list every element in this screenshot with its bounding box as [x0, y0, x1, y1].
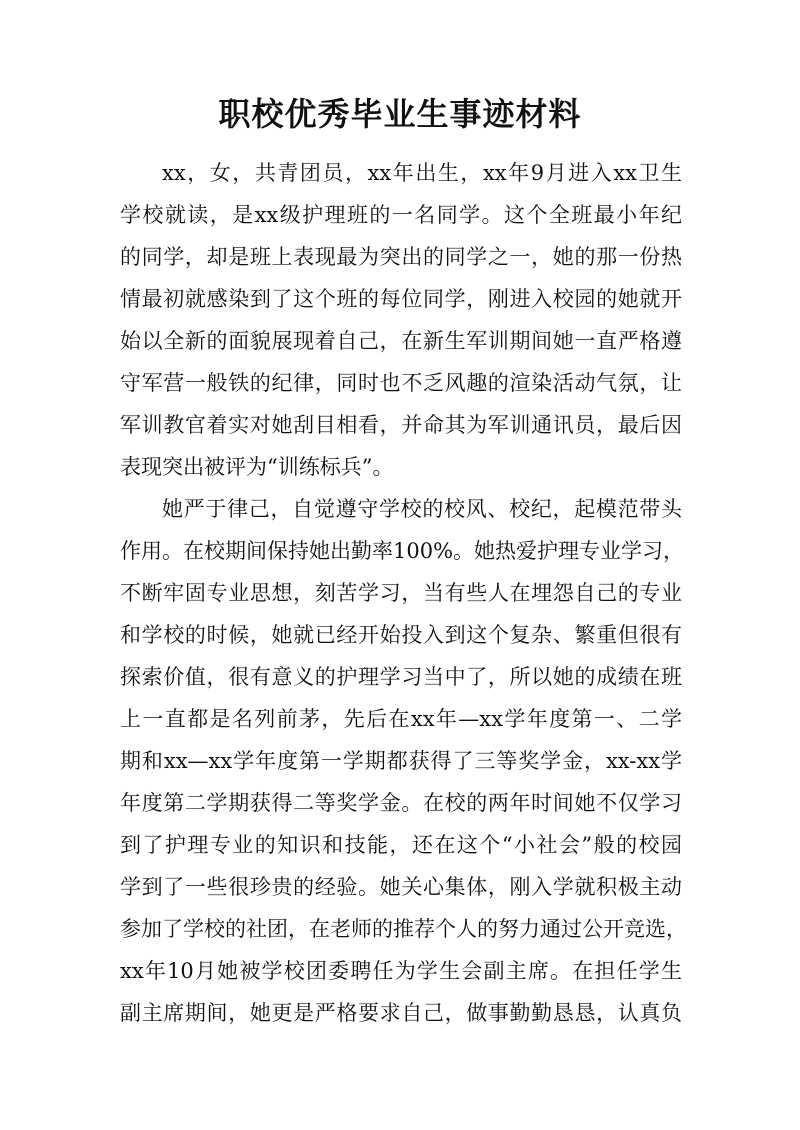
paragraph-2-line-7: 期和xx—xx学年度第一学期都获得了三等奖学金，xx-xx学	[120, 749, 682, 773]
paragraph-1-line-5: 始以全新的面貌展现着自己，在新生军训期间她一直严格遵	[120, 329, 682, 353]
paragraph-1-line-3: 的同学，却是班上表现最为突出的同学之一，她的那一份热	[120, 245, 682, 269]
paragraph-2-line-2: 作用。在校期间保持她出勤率100%。她热爱护理专业学习，	[120, 539, 685, 563]
paragraph-2-line-13: 副主席期间，她更是严格要求自己，做事勤勤恳恳，认真负	[120, 1001, 682, 1025]
paragraph-2-line-9: 到了护理专业的知识和技能，还在这个“小社会”般的校园	[120, 833, 682, 857]
paragraph-1-line-7: 军训教官着实对她刮目相看，并命其为军训通讯员，最后因	[120, 413, 682, 437]
paragraph-1-line-6: 守军营一般铁的纪律，同时也不乏风趣的渲染活动气氛，让	[120, 371, 682, 395]
paragraph-2-line-6: 上一直都是名列前茅，先后在xx年—xx学年度第一、二学	[120, 707, 682, 731]
paragraph-1-line-1: xx，女，共青团员，xx年出生，xx年9月进入xx卫生	[162, 161, 682, 185]
paragraph-2-line-8: 年度第二学期获得二等奖学金。在校的两年时间她不仅学习	[120, 791, 682, 815]
paragraph-2-line-3: 不断牢固专业思想，刻苦学习，当有些人在埋怨自己的专业	[120, 581, 682, 605]
paragraph-1-line-2: 学校就读，是xx级护理班的一名同学。这个全班最小年纪	[120, 203, 682, 227]
paragraph-1-line-8: 表现突出被评为“训练标兵”。	[120, 455, 394, 479]
paragraph-2-line-4: 和学校的时候，她就已经开始投入到这个复杂、繁重但很有	[120, 623, 682, 647]
document-title: 职校优秀毕业生事迹材料	[218, 95, 582, 133]
paragraph-1-line-4: 情最初就感染到了这个班的每位同学，刚进入校园的她就开	[120, 287, 682, 311]
paragraph-2-line-10: 学到了一些很珍贵的经验。她关心集体，刚入学就积极主动	[120, 875, 682, 899]
paragraph-2-line-12: xx年10月她被学校团委聘任为学生会副主席。在担任学生	[120, 959, 682, 983]
paragraph-2-line-5: 探索价值，很有意义的护理学习当中了，所以她的成绩在班	[120, 665, 682, 689]
paragraph-2-line-1: 她严于律己，自觉遵守学校的校风、校纪，起模范带头	[162, 497, 682, 521]
paragraph-2-line-11: 参加了学校的社团，在老师的推荐个人的努力通过公开竞选，	[120, 917, 687, 941]
